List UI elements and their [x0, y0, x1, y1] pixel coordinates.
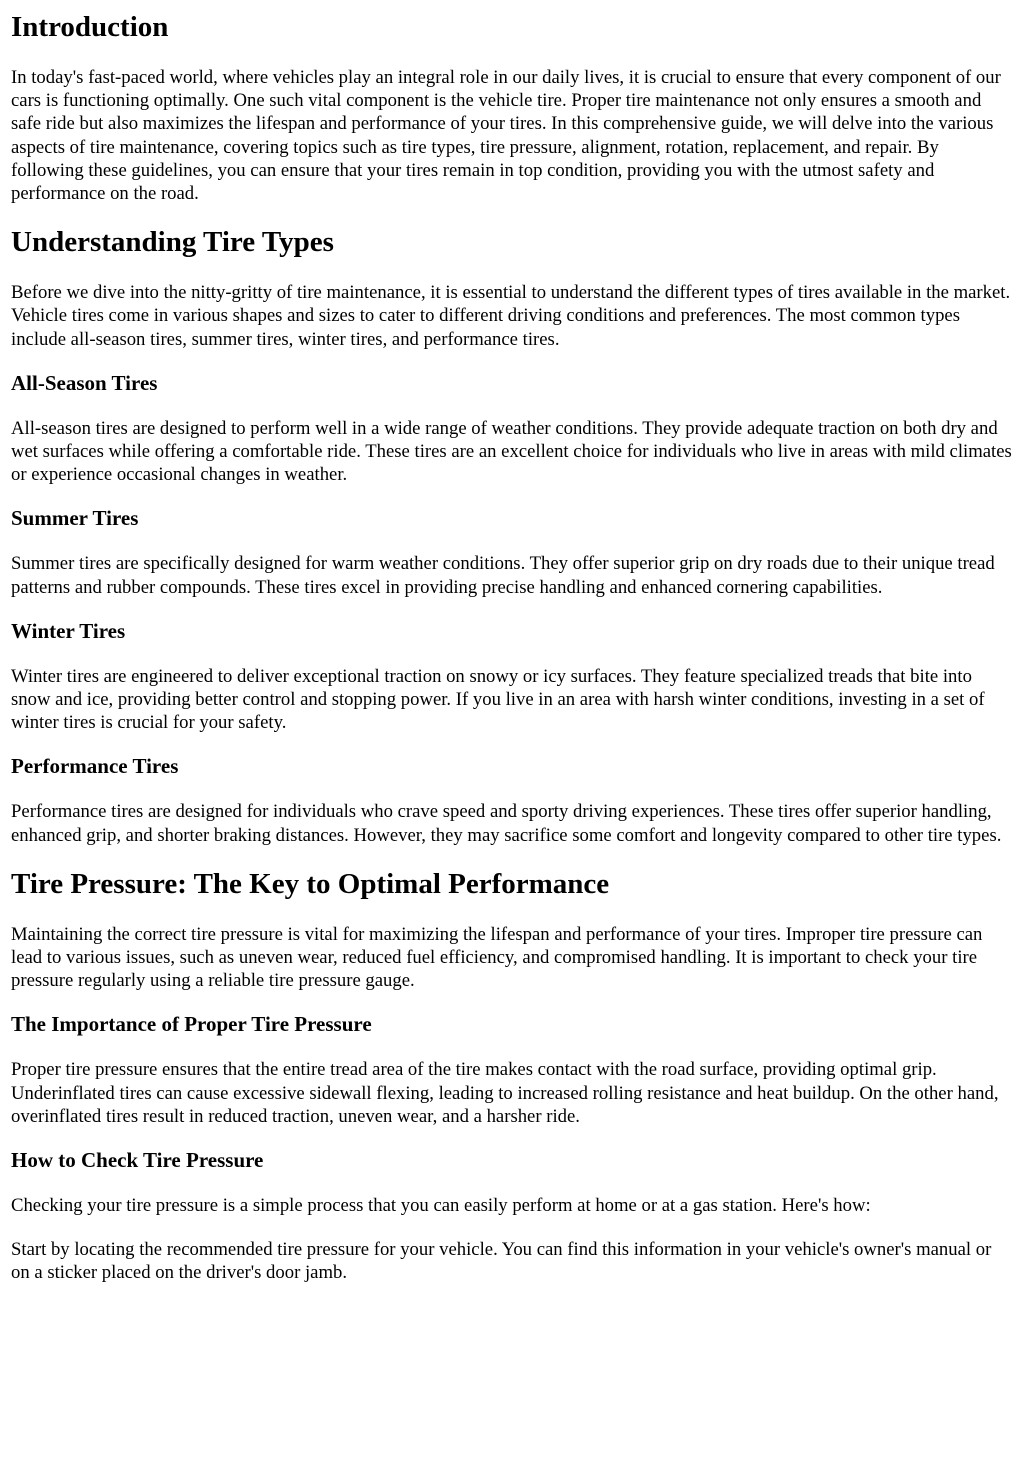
- heading-check-pressure: How to Check Tire Pressure: [11, 1148, 264, 1173]
- heading-summer: Summer Tires: [11, 506, 139, 531]
- paragraph-all-season: All-season tires are designed to perform well in a wide range of weather conditions. They provide adequate traction on both dry and wet surfaces while offering a comfortable ride. These tires are an excellent choice for individuals who live in areas with mild climates or experience occasional changes in weather.: [11, 417, 1012, 486]
- paragraph-introduction: In today's fast-paced world, where vehicles play an integral role in our daily lives, it is crucial to ensure that every component of our cars is functioning optimally. One such vital component is the vehicle tire. Proper tire maintenance not only ensures a smooth and safe ride but also maximizes the lifespan and performance of your tires. In this comprehensive guide, we will delve into the various aspects of tire maintenance, covering topics such as tire types, tire pressure, alignment, rotation, replacement, and repair. By following these guidelines, you can ensure that your tires remain in top condition, providing you with the utmost safety and performance on the road.: [11, 67, 1001, 205]
- article: [0, 10, 1024, 1285]
- paragraph-summer: Summer tires are specifically designed for warm weather conditions. They offer superior grip on dry roads due to their unique tread patterns and rubber compounds. These tires excel in providing precise handling and enhanced cornering capabilities.: [11, 553, 995, 598]
- paragraph-performance: Performance tires are designed for individuals who crave speed and sporty driving experiences. These tires offer superior handling, enhanced grip, and shorter braking distances. However, they may sacrifice some comfort and longevity compared to other tire types.: [11, 801, 1002, 846]
- paragraph-tire-types: Before we dive into the nitty-gritty of tire maintenance, it is essential to understand the different types of tires available in the market. Vehicle tires come in various shapes and sizes to cater to different driving conditions and preferences. The most common types include all-season tires, summer tires, winter tires, and performance tires.: [11, 282, 1011, 350]
- heading-winter: Winter Tires: [11, 618, 126, 643]
- heading-tire-types: Understanding Tire Types: [11, 226, 334, 259]
- heading-tire-pressure: Tire Pressure: The Key to Optimal Performance: [11, 867, 610, 900]
- heading-importance: The Importance of Proper Tire Pressure: [11, 1012, 372, 1037]
- paragraph-winter: Winter tires are engineered to deliver exceptional traction on snowy or icy surfaces. They feature specialized treads that bite into snow and ice, providing better control and stopping power. If you live in an area with harsh winter conditions, investing in a set of winter tires is crucial for your safety.: [11, 665, 985, 734]
- paragraph-importance: Proper tire pressure ensures that the entire tread area of the tire makes contact with the road surface, providing optimal grip. Underinflated tires can cause excessive sidewall flexing, leading to increased rolling resistance and heat buildup. On the other hand, overinflated tires result in reduced traction, uneven wear, and a harsher ride.: [11, 1059, 999, 1127]
- paragraph-check-intro: Checking your tire pressure is a simple process that you can easily perform at home or at a gas station. Here's how:: [11, 1195, 871, 1217]
- paragraph-check-step: Start by locating the recommended tire pressure for your vehicle. You can find this information in your vehicle's owner's manual or on a sticker placed on the driver's door jamb.: [11, 1239, 992, 1284]
- heading-introduction: Introduction: [11, 11, 169, 43]
- paragraph-tire-pressure: Maintaining the correct tire pressure is vital for maximizing the lifespan and performance of your tires. Improper tire pressure can lead to various issues, such as uneven wear, reduced fuel efficiency, and compromised handling. It is important to check your tire pressure regularly using a reliable tire pressure gauge.: [11, 923, 983, 992]
- heading-performance: Performance Tires: [11, 754, 179, 779]
- heading-all-season: All-Season Tires: [11, 370, 158, 395]
